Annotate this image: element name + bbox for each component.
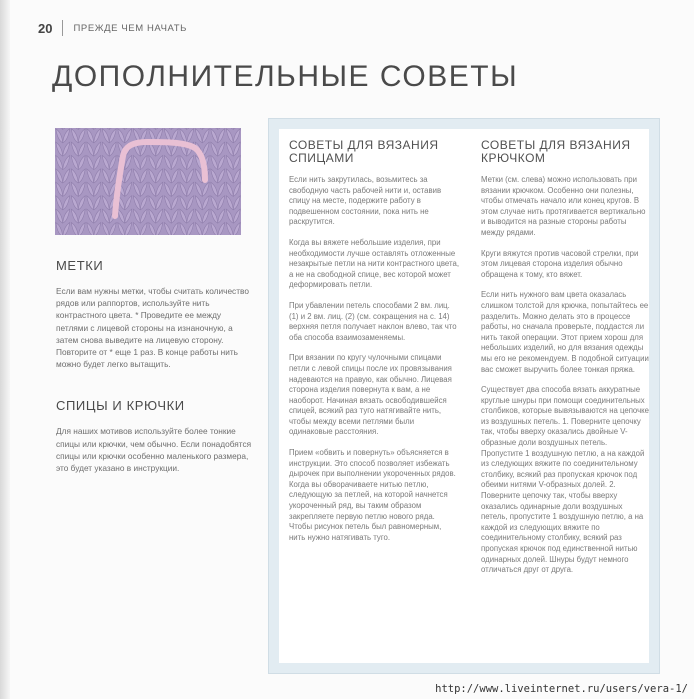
tips-panel-inner: [279, 129, 649, 663]
knitting-tip-paragraph: При вязании по кругу чулочными спицами петли с левой спицы после их провязывания надеваются на правую, как обычно. Лицевая сторона изделия повернута к вам, а не наоборот. Начиная вязать освободившейся спицей, всякий раз туго натягивайте нить, чтобы между всеми петлями были одинаковые расстояния.: [289, 353, 452, 437]
crochet-tip-paragraph: Если нить нужного вам цвета оказалась слишком толстой для крючка, попытайтесь ее разделить. Можно делать это в процессе работы, но сначала проверьте, поддастся ли нить такой операции. Этот прием хорош для небольших изделий, но для вязания одежды мы его не рекомендуем. В подобной ситуации вас сможет выручить более тонкая пряжа.: [481, 290, 649, 374]
needles-text: Для наших мотивов используйте более тонкие спицы или крючки, чем обычно. Если понадобятся спицы или крючки особенно маленького размера, это будет указано в инструкции.: [56, 426, 252, 474]
needles-heading: СПИЦЫ И КРЮЧКИ: [56, 398, 185, 414]
crochet-tip-paragraph: Круги вяжутся против часовой стрелки, при этом лицевая сторона изделия обычно обращена к тому, кто вяжет.: [481, 248, 639, 279]
page-number: 20: [38, 20, 53, 36]
source-watermark: http://www.liveinternet.ru/users/vera-1/: [435, 683, 688, 695]
crochet-tips-column: [481, 139, 651, 586]
knitting-tip-paragraph: Если нить закрутилась, возьмитесь за свободную часть рабочей нити и, оставив спицу на месте, подержите работу в подвешенном состоянии, пока нить не раскрутится.: [289, 175, 442, 227]
markers-heading: МЕТКИ: [56, 258, 104, 273]
left-column: [56, 258, 254, 474]
tips-panel: [268, 118, 660, 674]
crochet-tips-heading: СОВЕТЫ ДЛЯ ВЯЗАНИЯ КРЮЧКОМ: [481, 138, 631, 165]
section-title: ПРЕЖДЕ ЧЕМ НАЧАТЬ: [73, 22, 187, 34]
knitted-swatch-image: [55, 128, 241, 235]
header-divider: [62, 20, 63, 36]
knitting-tips-column: [289, 139, 459, 553]
running-header: [38, 18, 187, 38]
crochet-tip-paragraph: Существует два способа вязать аккуратные круглые шнуры при помощи соединительных столбиков, которые вывязываются на цепочке из воздушных петель. 1. Поверните цепочку так, чтобы вверху оказались двойные V-образные доли воздушных петель. Пропустите 1 воздушную петлю, а на каждой из следующих вяжите по соединительному столбику, всякий раз пропуская крючок под обеими нитями V-образных долей. 2. Поверните цепочку так, чтобы вверху оказались одинарные доли воздушных петель, пропустите 1 воздушную петлю, а на каждой из следующих вяжите по соединительному столбику, всякий раз пропуская крючок под единственной нитью одинарных долей. Шнуры будут немного отличаться друг от друга.: [481, 385, 649, 575]
page-title: ДОПОЛНИТЕЛЬНЫЕ СОВЕТЫ: [52, 60, 519, 93]
knitting-tip-paragraph: Прием «обвить и повернуть» объясняется в инструкции. Это способ позволяет избежать дырочек при выполнении укороченных рядов. Когда вы обворачиваете нитью петлю, следующую за петлей, на которой начнется укороченный ряд, вы таким образом закрепляете первую петлю нового ряда. Чтобы рисунок петель был равномерным, нить нужно натягивать туго.: [289, 448, 456, 542]
knitting-tip-paragraph: Когда вы вяжете небольшие изделия, при необходимости лучше оставлять отложенные незакрытые петли на нити контрастного цвета, а не на свободной спице, вес которой может деформировать петли.: [289, 237, 459, 290]
page-spine-shadow: [0, 0, 10, 699]
markers-text: Если вам нужны метки, чтобы считать количество рядов или раппортов, используйте нить контрастного цвета. * Проведите ее между петлями с лицевой стороны на изнаночную, а затем снова выведите на лицевую сторону. Повторите от * еще 1 раз. В конце работы нить можно будет легко вытащить.: [56, 286, 249, 370]
knitting-tips-heading: СОВЕТЫ ДЛЯ ВЯЗАНИЯ СПИЦАМИ: [289, 138, 439, 165]
knitting-tip-paragraph: При убавлении петель способами 2 вм. лиц. (1) и 2 вм. лиц. (2) (см. сокращения на с. 14) верхняя петля получает наклон влево, так что оба способа взаимозаменяемы.: [289, 300, 457, 342]
crochet-tip-paragraph: Метки (см. слева) можно использовать при вязании крючком. Особенно они полезны, чтобы отмечать начало или конец кругов. В этом случае нить протягивается вертикально и выводится на разные стороны работы между рядами.: [481, 175, 646, 237]
knit-stitch-illustration: [55, 128, 241, 235]
